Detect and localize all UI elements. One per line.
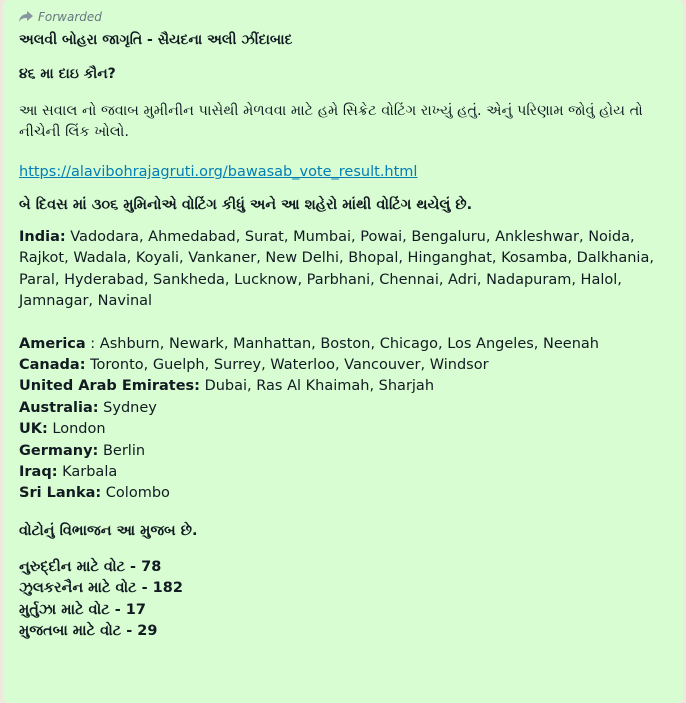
country-row xyxy=(19,483,667,504)
country-row xyxy=(19,376,667,397)
forwarded-indicator xyxy=(19,8,667,26)
country-list xyxy=(19,334,667,505)
country-row xyxy=(19,334,667,355)
message-headline: અલવી બોહરા જાગૃતિ - સૈયદના અલી ઝીંદાબાદ xyxy=(19,32,293,48)
country-row xyxy=(19,419,667,440)
vote-row: મુર્તુઝા માટે વોટ - 17 xyxy=(19,601,146,618)
country-label: America xyxy=(19,335,86,352)
forward-arrow-icon xyxy=(19,11,33,23)
country-label: Canada: xyxy=(19,357,86,374)
india-label: India: xyxy=(19,229,66,245)
country-cities: Dubai, Ras Al Khaimah, Sharjah xyxy=(199,378,435,395)
country-cities: Karbala xyxy=(57,464,118,481)
message-question: ૪૬ મા દાઇ કૌન? xyxy=(19,66,116,82)
message-bubble[interactable] xyxy=(3,0,683,703)
country-row xyxy=(19,441,667,462)
country-cities: Berlin xyxy=(98,442,146,459)
country-cities: Sydney xyxy=(98,399,157,416)
forwarded-label: Forwarded xyxy=(38,10,102,24)
country-label: UK: xyxy=(19,421,48,438)
country-label: Sri Lanka: xyxy=(19,485,102,502)
distribution-heading: વોટોનું વિભાજન આ મુજબ છે. xyxy=(19,522,198,539)
country-label: Australia: xyxy=(19,399,99,416)
message-paragraph: આ સવાલ નો જવાબ મુમીનીન પાસેથી મેળવવા માટે હમે સિક્રેટ વોટિંગ રાખ્યું હતું. એનું પરિણામ જોવું હોય તો નીચેની લિંક ખોલો. xyxy=(19,103,643,140)
vote-row: ઝુલકરનૈન માટે વોટ - 182 xyxy=(19,580,183,597)
country-label: Iraq: xyxy=(19,464,58,481)
vote-results xyxy=(19,557,667,643)
country-cities: Toronto, Guelph, Surrey, Waterloo, Vancouver, Windsor xyxy=(85,357,489,374)
vote-row: મુજતબા માટે વોટ - 29 xyxy=(19,623,158,640)
country-row xyxy=(19,462,667,483)
vote-row: નુરુદ્દીન માટે વોટ - 78 xyxy=(19,558,162,575)
country-cities: Colombo xyxy=(101,485,170,502)
country-row xyxy=(19,398,667,419)
country-label: Germany: xyxy=(19,442,99,459)
country-cities: London xyxy=(47,421,106,438)
india-cities xyxy=(19,227,667,313)
voting-stat: બે દિવસ માં ૩૦૬ મુમિનોએ વોટિંગ કીધું અને આ શહેરો માંથી વોટિંગ થયેલું છે. xyxy=(19,197,473,213)
india-city-list: Vadodara, Ahmedabad, Surat, Mumbai, Powai, Bengaluru, Ankleshwar, Noida, Rajkot, Wadala, Koyali, Vankaner, New Delhi, Bhopal, Hinganghat, Kosamba, Dalkhania, Paral, Hyderabad, Sankheda, Lucknow, Parbhani, Chennai, Adri, Nadapuram, Halol, Jamnagar, Navinal xyxy=(19,229,654,310)
country-row xyxy=(19,355,667,376)
result-link[interactable]: https://alavibohrajagruti.org/bawasab_vote_result.html xyxy=(19,164,418,180)
country-cities: : Ashburn, Newark, Manhattan, Boston, Chicago, Los Angeles, Neenah xyxy=(85,335,599,352)
country-label: United Arab Emirates: xyxy=(19,378,200,395)
